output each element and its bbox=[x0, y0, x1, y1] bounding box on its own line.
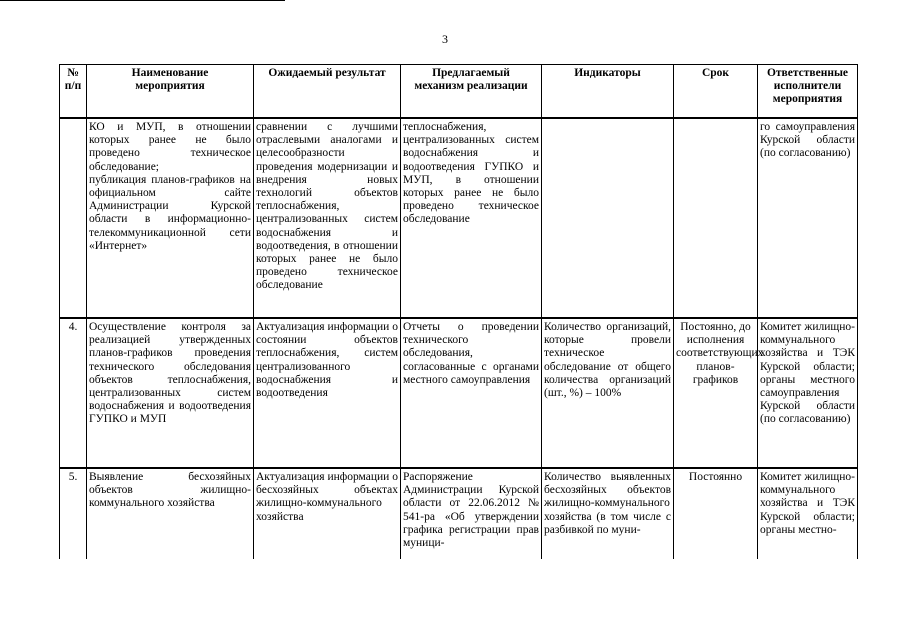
cell-result: Актуализация информации о состоянии объектов теплоснабжения, систем централизованного водоснабжения и водоотведения bbox=[254, 318, 401, 468]
table-row bbox=[60, 118, 858, 318]
cell-num bbox=[60, 118, 87, 318]
page-number: 3 bbox=[442, 32, 448, 46]
cell-result: сравнении с лучшими отраслевыми аналогами и целесообразности проведения модернизации и внедрения новых технологий объектов теплоснабжения, централизованных систем водоснабжения и водоотведения, в отношении которых ранее не было проведено техническое обследование bbox=[254, 118, 401, 318]
cell-responsible: Комитет жилищно-коммунального хозяйства и ТЭК Курской области; органы местно- bbox=[758, 468, 858, 559]
cell-mechanism: Отчеты о проведении технического обследования, согласованные с органами местного самоуправления bbox=[401, 318, 542, 468]
cell-indicators: Количество выявленных бесхозяйных объектов жилищно-коммунального хозяйства (в том числе с разбивкой по муни- bbox=[542, 468, 674, 559]
cell-indicators bbox=[542, 118, 674, 318]
header-num: № п/п bbox=[60, 65, 87, 119]
cell-responsible: Комитет жилищно-коммунального хозяйства и ТЭК Курской области; органы местного самоуправления Курской области (по согласованию) bbox=[758, 318, 858, 468]
top-rule bbox=[0, 0, 285, 1]
cell-term bbox=[674, 118, 758, 318]
measures-table bbox=[59, 64, 858, 559]
cell-name: Выявление бесхозяйных объектов жилищно-коммунального хозяйства bbox=[87, 468, 254, 559]
cell-term: Постоянно, до исполнения соответствующих планов-графиков bbox=[674, 318, 758, 468]
cell-result: Актуализация информации о бесхозяйных объектах жилищно-коммунального хозяйства bbox=[254, 468, 401, 559]
cell-responsible: го самоуправления Курской области (по согласованию) bbox=[758, 118, 858, 318]
header-row bbox=[60, 65, 858, 119]
table-row bbox=[60, 318, 858, 468]
cell-indicators: Количество организаций, которые провели техническое обследование от общего количества организаций (шт., %) – 100% bbox=[542, 318, 674, 468]
table-row bbox=[60, 468, 858, 559]
cell-mechanism: Распоряжение Администрации Курской области от 22.06.2012 № 541-ра «Об утверждении графика регистрации прав муници- bbox=[401, 468, 542, 559]
cell-name: КО и МУП, в отношении которых ранее не было проведено техническое обследование; публикация планов-графиков на официальном сайте Администрации Курской области в информационно-телекоммуникационной сети «Интернет» bbox=[87, 118, 254, 318]
cell-name: Осуществление контроля за реализацией утвержденных планов-графиков проведения технического обследования объектов теплоснабжения, централизованных систем водоснабжения и водоотведения ГУПКО и МУП bbox=[87, 318, 254, 468]
cell-term: Постоянно bbox=[674, 468, 758, 559]
header-mechanism: Предлагаемый механизм реализации bbox=[401, 65, 542, 119]
cell-mechanism: теплоснабжения, централизованных систем водоснабжения и водоотведения ГУПКО и МУП, в отношении которых ранее не было проведено техническое обследование bbox=[401, 118, 542, 318]
header-result: Ожидаемый результат bbox=[254, 65, 401, 119]
cell-num: 5. bbox=[60, 468, 87, 559]
header-name: Наименование мероприятия bbox=[87, 65, 254, 119]
cell-num: 4. bbox=[60, 318, 87, 468]
header-indicators: Индикаторы bbox=[542, 65, 674, 119]
header-responsible: Ответственные исполнители мероприятия bbox=[758, 65, 858, 119]
header-term: Срок bbox=[674, 65, 758, 119]
